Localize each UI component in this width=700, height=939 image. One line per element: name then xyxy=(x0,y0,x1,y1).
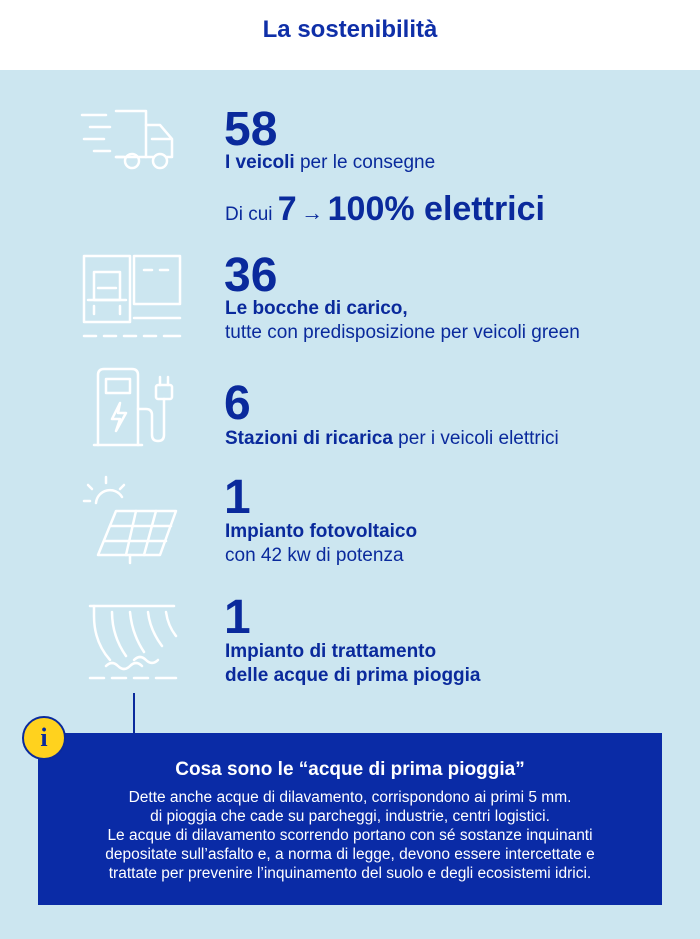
solar-plant-count: 1 xyxy=(224,471,251,524)
charging-station-icon xyxy=(92,365,182,449)
water-plant-bold-2 xyxy=(225,664,481,688)
electric-percentage: 100% elettrici xyxy=(327,190,545,228)
info-line: Le acque di dilavamento scorrendo portano con sé sostanze inquinanti xyxy=(107,827,593,844)
water-plant-bold-1 xyxy=(225,640,436,664)
loading-docks-bold xyxy=(225,297,408,321)
vehicles-label-rest: per le consegne xyxy=(294,152,436,173)
page-title: La sostenibilità xyxy=(262,16,438,43)
solar-plant-title: Impianto fotovoltaico xyxy=(225,521,418,542)
water-plant-title: Impianto di trattamento xyxy=(225,641,437,662)
loading-dock-icon xyxy=(80,252,186,342)
charging-stations-rest: per i veicoli elettrici xyxy=(392,428,559,449)
loading-docks-text: tutte con predisposizione per veicoli green xyxy=(225,322,580,343)
solar-plant-bold xyxy=(225,520,417,544)
connector-line xyxy=(133,693,135,733)
arrow-icon: → xyxy=(301,200,324,225)
info-line: Dette anche acque di dilavamento, corrispondono ai primi 5 mm. xyxy=(128,789,572,806)
charging-stations-bold: Stazioni di ricarica xyxy=(225,428,393,449)
water-treatment-icon xyxy=(86,602,182,682)
info-line: trattate per prevenire l’inquinamento del suolo e degli ecosistemi idrici. xyxy=(108,865,592,882)
electric-count: 7 xyxy=(277,190,297,228)
electric-prefix: Di cui xyxy=(225,204,278,225)
info-icon: i xyxy=(22,716,66,760)
electric-vehicles xyxy=(225,190,545,229)
info-title: Cosa sono le “acque di prima pioggia” xyxy=(175,759,525,780)
water-plant-count: 1 xyxy=(224,591,251,644)
vehicles-label xyxy=(225,151,435,175)
solar-panel-icon xyxy=(82,473,182,565)
loading-docks-count: 36 xyxy=(224,249,278,302)
info-line: di pioggia che cade su parcheggi, industrie, centri logistici. xyxy=(150,808,550,825)
info-box xyxy=(38,733,662,905)
info-body xyxy=(48,788,652,883)
charging-stations-count: 6 xyxy=(224,377,251,430)
header xyxy=(0,0,700,70)
water-plant-subtitle: delle acque di prima pioggia xyxy=(225,665,481,686)
solar-plant-text: con 42 kw di potenza xyxy=(225,545,404,566)
charging-stations-label xyxy=(225,427,559,451)
delivery-truck-icon xyxy=(80,105,180,175)
vehicles-label-bold: I veicoli xyxy=(225,152,295,173)
loading-docks-title: Le bocche di carico, xyxy=(225,298,408,319)
vehicles-count: 58 xyxy=(224,103,278,156)
info-line: depositate sull’asfalto e, a norma di legge, devono essere intercettate e xyxy=(105,846,595,863)
